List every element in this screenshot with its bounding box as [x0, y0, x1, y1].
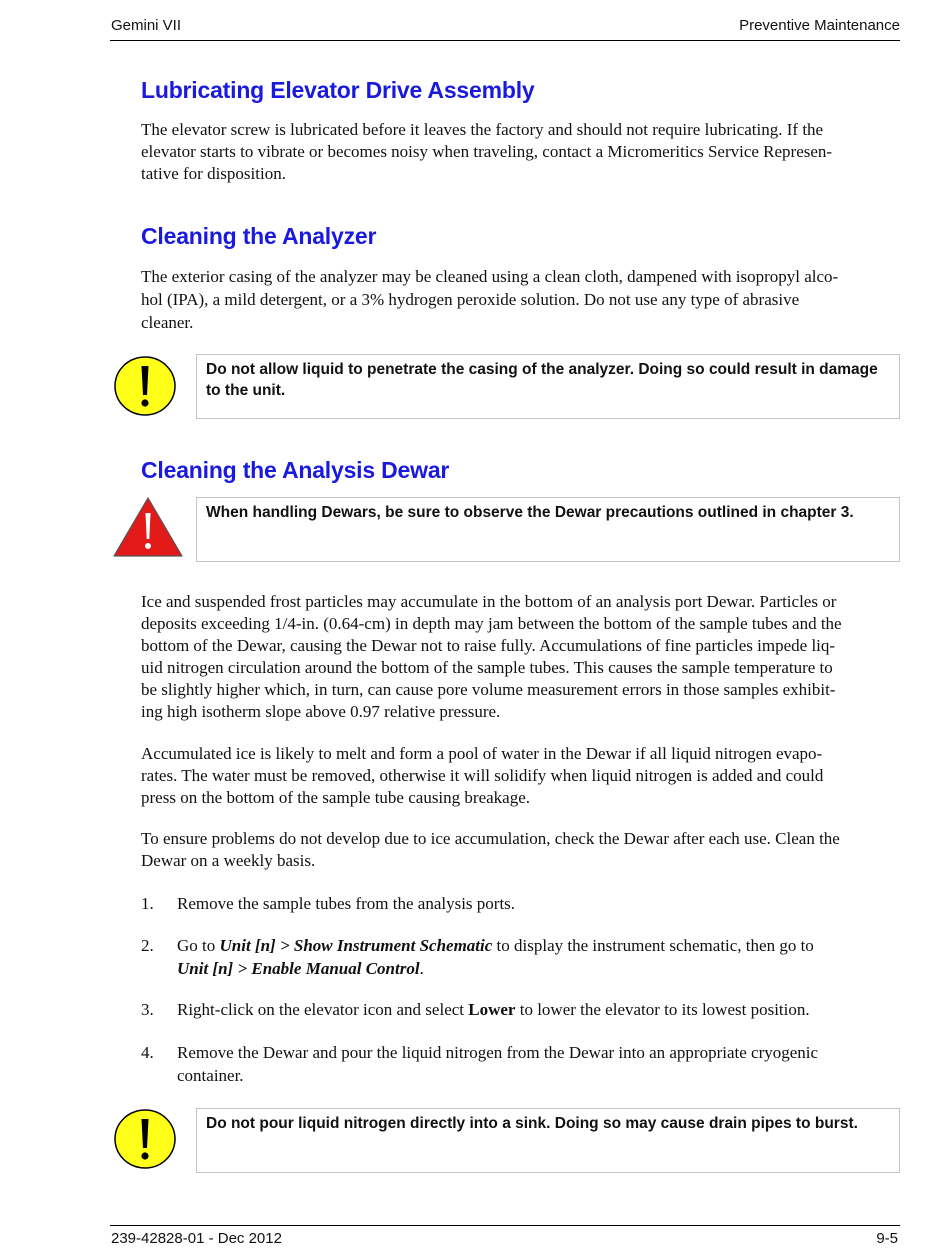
- caution-icon: [113, 355, 177, 417]
- page-footer: [110, 1225, 900, 1250]
- step-text: Remove the sample tubes from the analysis ports.: [177, 894, 516, 913]
- step-number: 4.: [141, 1043, 154, 1062]
- heading-cleaning-analyzer: Cleaning the Analyzer: [141, 223, 377, 249]
- document-number: 239-42828-01 - Dec 2012: [111, 1230, 282, 1247]
- warning-note-text: When handling Dewars, be sure to observe the Dewar precautions outlined in chapter 3.: [206, 504, 854, 521]
- step-text: Right-click on the elevator icon and select Lower to lower the elevator to its lowest position.: [177, 1000, 810, 1019]
- caution-icon: [113, 1108, 177, 1170]
- step-text: Go to Unit [n] > Show Instrument Schematic to display the instrument schematic, then go to Unit [n] > Enable Manual Control.: [177, 936, 814, 978]
- lower-command: Lower: [468, 1000, 516, 1019]
- step-number: 2.: [141, 936, 154, 955]
- step-number: 3.: [141, 1000, 154, 1019]
- caution-note-text: Do not allow liquid to penetrate the casing of the analyzer. Doing so could result in damage to the unit.: [206, 361, 878, 399]
- warning-note-dewar: [196, 497, 900, 562]
- paragraph-ensure: To ensure problems do not develop due to ice accumulation, check the Dewar after each use. Clean the Dewar on a weekly basis.: [141, 829, 840, 870]
- caution-note-liquid: [196, 354, 900, 419]
- step-text: Remove the Dewar and pour the liquid nitrogen from the Dewar into an appropriate cryogenic container.: [177, 1043, 819, 1085]
- heading-cleaning-dewar: Cleaning the Analysis Dewar: [141, 457, 450, 483]
- header-right: Preventive Maintenance: [739, 17, 900, 34]
- menu-path-schematic: Unit [n] > Show Instrument Schematic: [219, 936, 493, 955]
- paragraph-cleaning-analyzer: The exterior casing of the analyzer may be cleaned using a clean cloth, dampened with isopropyl alco- hol (IPA), a mild detergent, or a 3% hydrogen peroxide solution. Do not use any type of abrasive cleaner.: [141, 267, 839, 332]
- menu-path-manual-control: Unit [n] > Enable Manual Control: [177, 959, 420, 978]
- heading-lubricating: Lubricating Elevator Drive Assembly: [141, 77, 535, 103]
- warning-icon: [112, 496, 184, 558]
- paragraph-lubricating: The elevator screw is lubricated before it leaves the factory and should not require lubricating. If the elevator starts to vibrate or becomes noisy when traveling, contact a Micromeritics Service Represen- tative for disposition.: [141, 120, 833, 183]
- caution-note-sink: [196, 1108, 900, 1173]
- page-number: 9-5: [876, 1230, 898, 1247]
- caution-note-text: Do not pour liquid nitrogen directly into a sink. Doing so may cause drain pipes to burst.: [206, 1115, 858, 1132]
- step-number: 1.: [141, 894, 154, 913]
- header-left: Gemini VII: [111, 17, 182, 34]
- page-header: [110, 16, 900, 41]
- paragraph-accumulated-ice: Accumulated ice is likely to melt and form a pool of water in the Dewar if all liquid nitrogen evapo- rates. The water must be removed, otherwise it will solidify when liquid nitrogen is added and could press on the bottom of the sample tube causing breakage.: [141, 744, 824, 807]
- paragraph-ice-particles: Ice and suspended frost particles may accumulate in the bottom of an analysis port Dewar. Particles or deposits exceeding 1/4-in. (0.64-cm) in depth may jam between the bottom of the sample tubes and the bottom of the Dewar, causing the Dewar not to raise fully. Accumulations of fine particles impede liq- uid nitrogen circulation around the bottom of the sample tubes. This causes the sample temperature to be slightly higher which, in turn, can cause pore volume measurement errors in those samples exhibit- ing high isotherm slope above 0.97 relative pressure.: [141, 592, 842, 721]
